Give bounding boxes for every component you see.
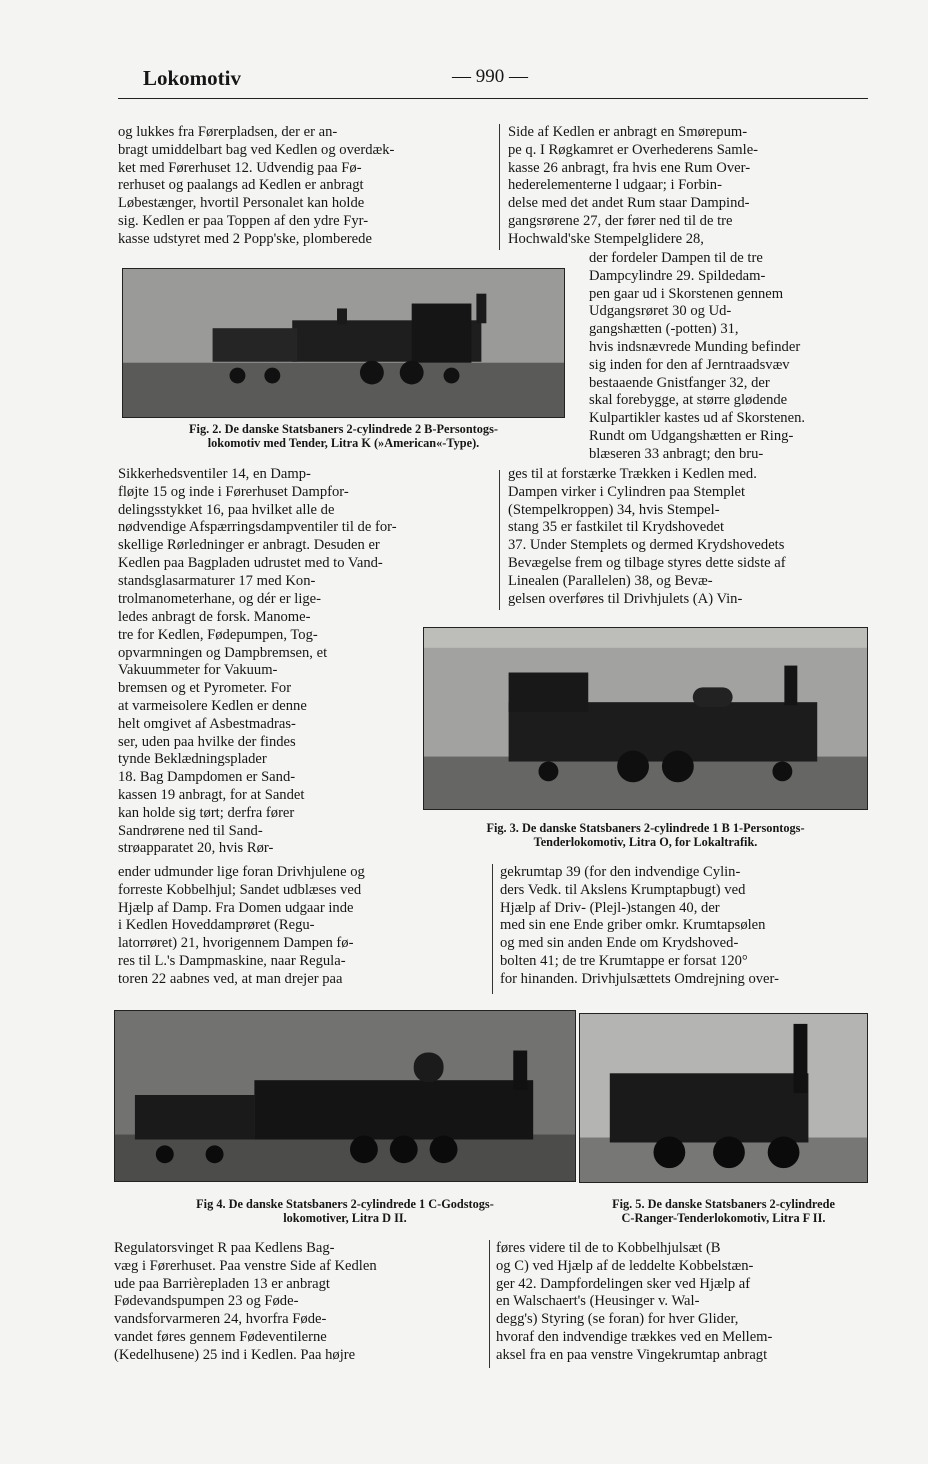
text-block-col2-right xyxy=(589,250,876,464)
figure-3-photo xyxy=(423,627,868,810)
text-line: ledes anbragt de forsk. Manome- xyxy=(118,609,311,625)
text-line: Hochwald'ske Stempelglidere 28, xyxy=(508,230,704,247)
text-line: Sikkerhedsventiler 14, en Damp- xyxy=(118,466,311,482)
figure-5-photo xyxy=(579,1013,868,1183)
text-line: rerhuset og paalangs ad Kedlen er anbragt xyxy=(118,177,364,194)
text-line: Bevægelse frem og tilbage styres dette sidste af xyxy=(508,554,786,571)
text-line: toren 22 aabnes ved, at man drejer paa xyxy=(118,970,343,987)
text-block-col2-low xyxy=(500,864,868,989)
text-block-col1-low xyxy=(118,864,484,989)
text-line: degg's) Styring (se foran) for hver Glider, xyxy=(496,1311,739,1328)
text-line: der fordeler Dampen til de tre xyxy=(589,250,763,266)
caption-line: lokomotiv med Tender, Litra K (»American«-Type). xyxy=(207,435,480,450)
text-line: tre for Kedlen, Fødepumpen, Tog- xyxy=(118,626,318,643)
text-line: Side af Kedlen er anbragt en Smørepum- xyxy=(508,124,748,140)
text-block-col1-mid xyxy=(118,466,490,608)
text-line: bremsen og et Pyrometer. For xyxy=(118,680,292,697)
caption-line: Fig 4. De danske Statsbaners 2-cylindrede 1 C-Godstogs- xyxy=(196,1197,494,1211)
text-line: ders Vedk. til Akslens Krumptapbugt) ved xyxy=(500,881,746,898)
header-rule xyxy=(118,98,868,99)
text-line: ges til at forstærke Trækken i Kedlen med. xyxy=(508,466,757,482)
text-line: for hinanden. Drivhjulsættets Omdrejning over- xyxy=(500,970,779,987)
text-line: nødvendige Afspærringsdampventiler til de for- xyxy=(118,519,397,536)
text-line: helt omgivet af Asbestmadras- xyxy=(118,715,296,732)
text-line: Løbestænger, hvortil Personalet kan holde xyxy=(118,195,365,212)
text-line: kan holde sig tørt; derfra fører xyxy=(118,804,295,821)
column-divider xyxy=(499,124,500,250)
text-line: med sin ene Ende griber omkr. Krumtapsølen xyxy=(500,917,766,934)
column-divider xyxy=(499,470,500,610)
text-line: Dampen virker i Cylindren paa Stemplet xyxy=(508,483,746,500)
text-block-col1-top xyxy=(118,124,490,249)
text-line: ser, uden paa hvilke der findes xyxy=(118,733,296,750)
text-line: gangsrørene 27, der fører ned til de tre xyxy=(508,212,733,229)
text-line: delse med det andet Rum staar Dampind- xyxy=(508,195,750,212)
text-line: gelsen overføres til Drivhjulets (A) Vin- xyxy=(508,590,743,607)
text-line: Sandrørene ned til Sand- xyxy=(118,822,263,839)
text-line: skellige Rørledninger er anbragt. Desuden er xyxy=(118,537,380,554)
text-block-col2-top xyxy=(508,124,876,249)
text-line: Dampcylindre 29. Spildedam- xyxy=(589,267,766,284)
text-line: standsglasarmaturer 17 med Kon- xyxy=(118,572,316,589)
text-line: aksel fra en paa venstre Vingekrumtap anbragt xyxy=(496,1346,768,1363)
figure-4-photo xyxy=(114,1010,576,1182)
text-line: Rundt om Udgangshætten er Ring- xyxy=(589,427,794,444)
text-line: en Walschaert's (Heusinger v. Wal- xyxy=(496,1293,700,1310)
text-line: bragt umiddelbart bag ved Kedlen og overdæk- xyxy=(118,141,395,158)
caption-line: C-Ranger-Tenderlokomotiv, Litra F II. xyxy=(621,1210,826,1225)
text-line: ger 42. Dampfordelingen sker ved Hjælp af xyxy=(496,1275,751,1292)
figure-5-caption xyxy=(579,1198,868,1225)
text-line: kasse udstyret med 2 Popp'ske, plomberede xyxy=(118,230,372,247)
text-line: res til L.'s Dampmaskine, naar Regula- xyxy=(118,952,346,969)
text-line: bestaaende Gnistfanger 32, der xyxy=(589,374,770,391)
text-line: Regulatorsvinget R paa Kedlens Bag- xyxy=(114,1240,335,1256)
text-line: ender udmunder lige foran Drivhjulene og xyxy=(118,864,365,880)
text-line: og med sin anden Ende om Krydshoved- xyxy=(500,935,739,952)
text-line: Kulpartikler kastes ud af Skorstenen. xyxy=(589,410,806,427)
text-line: pen gaar ud i Skorstenen gennem xyxy=(589,285,784,302)
text-line: og C) ved Hjælp af de leddelte Kobbelstæn- xyxy=(496,1257,754,1274)
text-line: 18. Bag Dampdomen er Sand- xyxy=(118,769,296,786)
text-line: stang 35 er fastkilet til Krydshovedet xyxy=(508,519,725,536)
figure-2-photo xyxy=(122,268,565,418)
text-line: trolmanometerhane, og dér er lige- xyxy=(118,590,322,607)
text-line: at varmeisolere Kedlen er denne xyxy=(118,697,307,714)
text-line: delingsstykket 16, paa hvilket alle de xyxy=(118,501,335,518)
column-divider xyxy=(489,1240,490,1368)
text-line: sig. Kedlen er paa Toppen af den ydre Fyr- xyxy=(118,212,369,229)
caption-line: Fig. 2. De danske Statsbaners 2-cylindrede 2 B-Persontogs- xyxy=(189,422,498,436)
text-line: vandsforvarmeren 24, hvorfra Føde- xyxy=(114,1311,327,1328)
page-header-title: Lokomotiv xyxy=(143,66,242,90)
text-block-col1-narrow xyxy=(118,609,400,858)
text-line: bolten 41; de tre Krumtappe er forsat 120° xyxy=(500,952,748,969)
text-line: vandet føres gennem Fødeventilerne xyxy=(114,1328,327,1345)
text-line: ude paa Barrièrepladen 13 er anbragt xyxy=(114,1275,330,1292)
caption-line: lokomotiver, Litra D II. xyxy=(283,1210,407,1225)
caption-line: Tenderlokomotiv, Litra O, for Lokaltrafik. xyxy=(533,834,758,849)
text-line: gangshætten (-potten) 31, xyxy=(589,321,739,338)
text-line: opvarmningen og Dampbremsen, et xyxy=(118,644,328,661)
text-block-col2-bottom xyxy=(496,1240,868,1365)
text-line: kassen 19 anbragt, for at Sandet xyxy=(118,786,305,803)
text-line: sig inden for den af Jerntraadsvæv xyxy=(589,356,790,373)
text-line: fløjte 15 og inde i Førerhuset Dampfor- xyxy=(118,483,349,500)
text-block-col2-mid xyxy=(508,466,876,608)
text-line: hvoraf den indvendige trækkes ved en Mellem- xyxy=(496,1328,773,1345)
text-line: blæseren 33 anbragt; den bru- xyxy=(589,445,764,462)
text-line: tynde Beklædningsplader xyxy=(118,751,267,768)
text-line: hvis indsnævrede Munding befinder xyxy=(589,338,801,355)
text-line: ket med Førerhuset 12. Udvendig paa Fø- xyxy=(118,159,362,176)
text-line: hederelementerne l udgaar; i Forbin- xyxy=(508,177,722,194)
text-line: Vakuummeter for Vakuum- xyxy=(118,662,278,679)
text-line: Fødevandspumpen 23 og Føde- xyxy=(114,1293,299,1310)
text-line: Udgangsrøret 30 og Ud- xyxy=(589,303,732,320)
text-line: føres videre til de to Kobbelhjulsæt (B xyxy=(496,1240,721,1256)
text-line: Kedlen paa Bagpladen udrustet med to Vand- xyxy=(118,554,383,571)
text-block-col1-bottom xyxy=(114,1240,484,1365)
text-line: (Stempelkroppen) 34, hvis Stempel- xyxy=(508,501,720,518)
text-line: latorrøret) 21, hvorigennem Dampen fø- xyxy=(118,935,354,952)
text-line: Hjælp af Damp. Fra Domen udgaar inde xyxy=(118,899,354,916)
figure-2-caption xyxy=(122,423,565,450)
text-line: (Kedelhusene) 25 ind i Kedlen. Paa højre xyxy=(114,1346,356,1363)
text-line: Linealen (Parallelen) 38, og Bevæ- xyxy=(508,572,713,589)
caption-line: Fig. 5. De danske Statsbaners 2-cylindrede xyxy=(612,1197,835,1211)
text-line: skal forebygge, at større glødende xyxy=(589,392,788,409)
text-line: strøapparatet 20, hvis Rør- xyxy=(118,840,274,857)
text-line: 37. Under Stemplets og dermed Krydshovedets xyxy=(508,537,785,554)
figure-3-caption xyxy=(423,822,868,849)
figure-4-caption xyxy=(114,1198,576,1225)
text-line: gekrumtap 39 (for den indvendige Cylin- xyxy=(500,864,741,880)
text-line: pe q. I Røgkamret er Overhederens Samle- xyxy=(508,141,759,158)
page-number: — 990 — xyxy=(452,66,528,87)
caption-line: Fig. 3. De danske Statsbaners 2-cylindrede 1 B 1-Persontogs- xyxy=(486,821,805,835)
text-line: og lukkes fra Førerpladsen, der er an- xyxy=(118,124,338,140)
text-line: væg i Førerhuset. Paa venstre Side af Kedlen xyxy=(114,1257,377,1274)
text-line: i Kedlen Hoveddamprøret (Regu- xyxy=(118,917,315,934)
text-line: Hjælp af Driv- (Plejl-)stangen 40, der xyxy=(500,899,720,916)
text-line: kasse 26 anbragt, fra hvis ene Rum Over- xyxy=(508,159,751,176)
column-divider xyxy=(492,864,493,994)
text-line: forreste Kobbelhjul; Sandet udblæses ved xyxy=(118,881,362,898)
